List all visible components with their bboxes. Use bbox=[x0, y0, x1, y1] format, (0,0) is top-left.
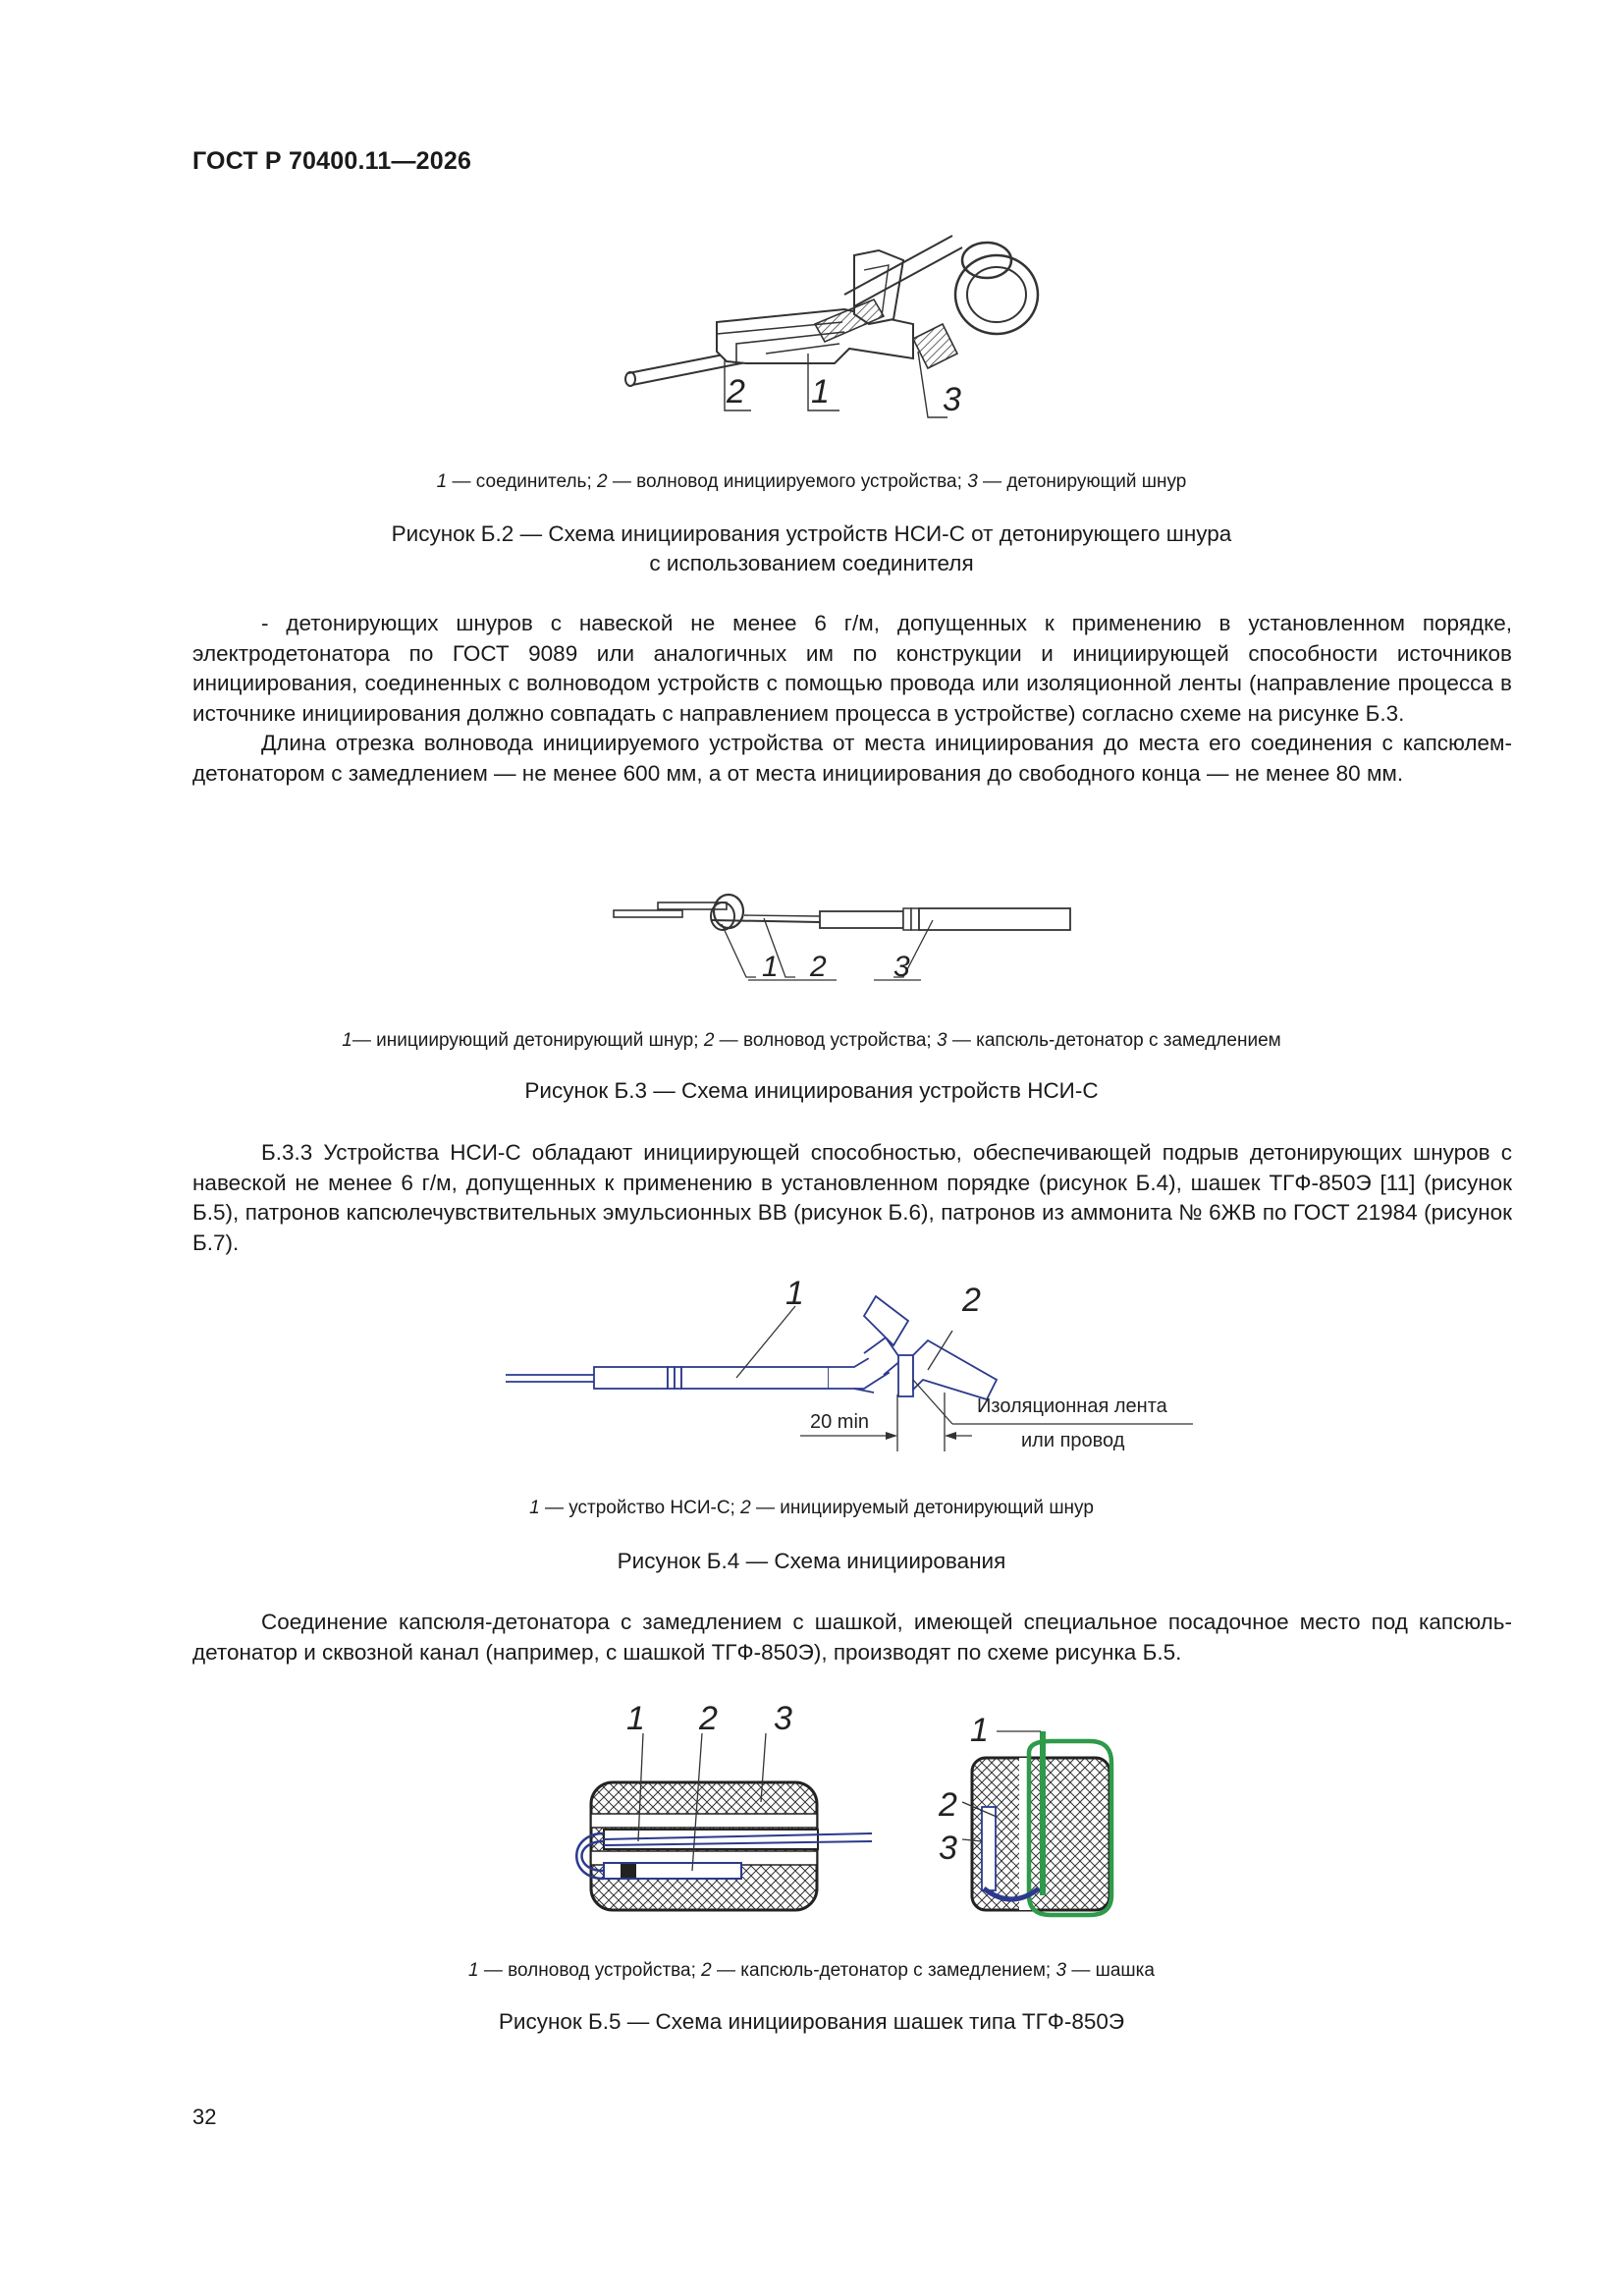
legend-text: — волновод устройства bbox=[478, 1960, 691, 1981]
fig-b5-right-label-1: 1 bbox=[970, 1712, 989, 1749]
fig-b5-right-label-2: 2 bbox=[939, 1786, 957, 1824]
fig-b2-caption bbox=[0, 519, 1623, 578]
text-block-1 bbox=[192, 609, 1512, 789]
fig-b4-tape-label-1: Изоляционная лента bbox=[977, 1395, 1167, 1417]
fig-b3-caption: Рисунок Б.3 — Схема инициирования устройств НСИ-С bbox=[524, 1078, 1099, 1103]
legend-text: — шашка bbox=[1066, 1960, 1155, 1981]
legend-text: — капсюль-детонатор с замедлением bbox=[947, 1030, 1281, 1051]
legend-sep: ; bbox=[690, 1960, 702, 1981]
fig-b3-label-3: 3 bbox=[893, 951, 910, 983]
fig-b2-label-1: 1 bbox=[811, 373, 830, 410]
fig-b5-caption: Рисунок Б.5 — Схема инициирования шашек типа ТГФ-850Э bbox=[498, 2009, 1125, 2034]
text-block-2 bbox=[192, 1138, 1512, 1258]
legend-text: — устройство НСИ-С bbox=[539, 1498, 730, 1518]
legend-sep: ; bbox=[730, 1498, 741, 1518]
fig-b5-right-label-3: 3 bbox=[939, 1830, 957, 1867]
figure-b5-right-drawing bbox=[923, 1704, 1139, 1930]
fig-b4-dimension: 20 min bbox=[810, 1411, 870, 1433]
fig-b2-label-2: 2 bbox=[727, 373, 745, 410]
legend-sep: ; bbox=[926, 1030, 937, 1051]
fig-b4-legend bbox=[0, 1498, 1623, 1519]
legend-sep: ; bbox=[956, 471, 968, 492]
caption-line: с использованием соединителя bbox=[649, 551, 974, 575]
fig-b3-label-2: 2 bbox=[810, 951, 827, 983]
legend-num: 3 bbox=[967, 471, 978, 492]
figure-b5-left-drawing bbox=[560, 1700, 884, 1920]
fig-b5-label-2: 2 bbox=[699, 1700, 718, 1737]
document-code: ГОСТ Р 70400.11—2026 bbox=[192, 147, 472, 175]
fig-b3-legend bbox=[0, 1030, 1623, 1052]
legend-text: — волновод инициируемого устройства bbox=[607, 471, 957, 492]
legend-sep: ; bbox=[586, 471, 597, 492]
legend-num: 1 bbox=[529, 1498, 540, 1518]
legend-text: — инициирующий детонирующий шнур bbox=[352, 1030, 694, 1051]
legend-num: 1 bbox=[468, 1960, 479, 1981]
fig-b4-label-1: 1 bbox=[785, 1275, 804, 1312]
fig-b4-tape-label-2: или провод bbox=[1021, 1430, 1125, 1451]
legend-text: — волновод устройства bbox=[714, 1030, 927, 1051]
legend-text: — соединитель bbox=[447, 471, 587, 492]
page-number: 32 bbox=[192, 2105, 217, 2129]
legend-num: 2 bbox=[740, 1498, 751, 1518]
legend-sep: ; bbox=[693, 1030, 704, 1051]
text-block-3 bbox=[192, 1608, 1512, 1667]
legend-num: 1 bbox=[436, 471, 448, 492]
legend-num: 3 bbox=[1055, 1960, 1067, 1981]
paragraph: Б.3.3 Устройства НСИ-С обладают инициирующей способностью, обеспечивающей подрыв детонирующих шнуров с навеской не менее 6 г/м, допущенных к применению в установленном порядке (рисунок Б.4), шашек ТГФ-850Э [11] (рисунок Б.5), патронов капсюлечувствительных эмульсионных ВВ (рисунок Б.6), патронов из аммонита № 6ЖВ по ГОСТ 21984 (рисунок Б.7). bbox=[192, 1140, 1512, 1255]
figure-b3-drawing bbox=[609, 879, 1080, 997]
paragraph: Соединение капсюля-детонатора с замедлением с шашкой, имеющей специальное посадочное место под капсюль-детонатор и сквозной канал (например, с шашкой ТГФ-850Э), производят по схеме рисунка Б.5. bbox=[192, 1610, 1512, 1665]
legend-sep: ; bbox=[1045, 1960, 1056, 1981]
legend-text: — капсюль-детонатор с замедлением bbox=[711, 1960, 1046, 1981]
legend-num: 1 bbox=[342, 1030, 352, 1051]
figure-b2-drawing bbox=[619, 236, 1060, 432]
fig-b2-legend bbox=[0, 471, 1623, 493]
paragraph: Длина отрезка волновода инициируемого устройства от места инициирования до места его соединения с капсюлем-детонатором с замедлением — не менее 600 мм, а от места инициирования до свободного конца — не менее 80 мм. bbox=[192, 731, 1512, 786]
fig-b4-label-2: 2 bbox=[962, 1282, 981, 1319]
legend-num: 2 bbox=[701, 1960, 712, 1981]
legend-num: 3 bbox=[936, 1030, 947, 1051]
legend-text: — детонирующий шнур bbox=[977, 471, 1187, 492]
fig-b5-label-1: 1 bbox=[626, 1700, 645, 1737]
fig-b2-label-3: 3 bbox=[943, 381, 961, 418]
fig-b5-legend bbox=[0, 1960, 1623, 1982]
caption-line: Рисунок Б.2 — Схема инициирования устройств НСИ-С от детонирующего шнура bbox=[391, 521, 1232, 546]
legend-num: 2 bbox=[703, 1030, 715, 1051]
paragraph: - детонирующих шнуров с навеской не менее 6 г/м, допущенных к применению в установленном порядке, электродетонатора по ГОСТ 9089 или аналогичных им по конструкции и инициирующей способности источников инициирования, соединенных с волноводом устройств с помощью провода или изоляционной ленты (направление процесса в источнике инициирования должно совпадать с направлением процесса в устройстве) согласно схеме на рисунке Б.3. bbox=[192, 611, 1512, 726]
legend-text: — инициируемый детонирующий шнур bbox=[750, 1498, 1094, 1518]
fig-b3-label-1: 1 bbox=[762, 951, 779, 983]
figure-b4-drawing bbox=[501, 1275, 1208, 1458]
fig-b5-label-3: 3 bbox=[774, 1700, 792, 1737]
fig-b4-caption: Рисунок Б.4 — Схема инициирования bbox=[617, 1549, 1006, 1573]
legend-num: 2 bbox=[597, 471, 608, 492]
